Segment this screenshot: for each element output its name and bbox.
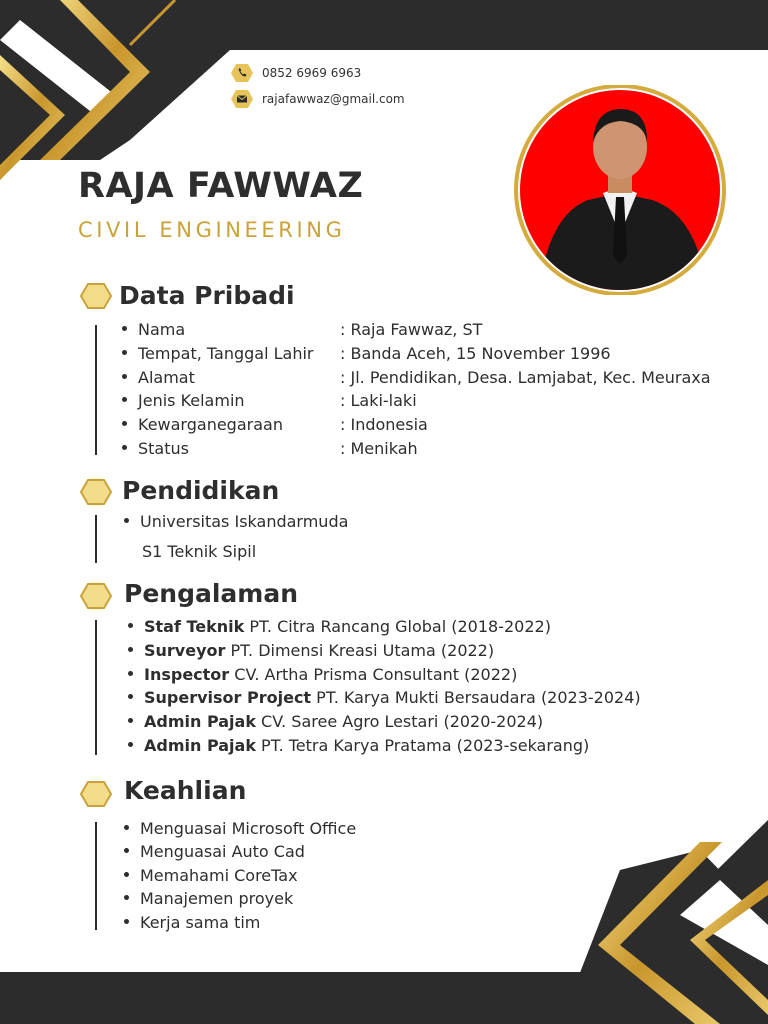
list-item: Status : Menikah xyxy=(122,439,418,458)
section-divider xyxy=(95,325,97,455)
mail-icon xyxy=(230,89,254,109)
list-item: Kewarganegaraan : Indonesia xyxy=(122,415,428,434)
list-item: Supervisor Project PT. Karya Mukti Bersaudara (2023-2024) xyxy=(128,688,641,707)
section-title-keahlian: Keahlian xyxy=(124,776,247,805)
contact-email xyxy=(230,89,405,109)
list-item: Surveyor PT. Dimensi Kreasi Utama (2022) xyxy=(128,641,494,660)
phone-text: 0852 6969 6963 xyxy=(262,66,362,80)
profile-photo xyxy=(508,85,732,295)
list-item: Menguasai Auto Cad xyxy=(124,842,305,861)
list-item: Jenis Kelamin : Laki-laki xyxy=(122,391,417,410)
section-title-pendidikan: Pendidikan xyxy=(122,476,280,505)
list-item: Kerja sama tim xyxy=(124,913,260,932)
contact-phone xyxy=(230,63,361,83)
list-item: Memahami CoreTax xyxy=(124,866,298,885)
list-item: Inspector CV. Artha Prisma Consultant (2022) xyxy=(128,665,517,684)
list-item: Staf Teknik PT. Citra Rancang Global (2018-2022) xyxy=(128,617,551,636)
section-divider xyxy=(95,515,97,563)
list-item: Tempat, Tanggal Lahir : Banda Aceh, 15 November 1996 xyxy=(122,344,611,363)
email-text: rajafawwaz@gmail.com xyxy=(262,92,405,106)
section-divider xyxy=(95,822,97,930)
list-item: Menguasai Microsoft Office xyxy=(124,819,356,838)
list-item: Admin Pajak CV. Saree Agro Lestari (2020-2024) xyxy=(128,712,543,731)
person-role: CIVIL ENGINEERING xyxy=(78,218,346,242)
education-degree: S1 Teknik Sipil xyxy=(142,542,257,561)
hexagon-icon xyxy=(79,780,113,808)
phone-icon xyxy=(230,63,254,83)
person-name: RAJA FAWWAZ xyxy=(78,166,364,206)
list-item: Manajemen proyek xyxy=(124,889,293,908)
section-title-pengalaman: Pengalaman xyxy=(124,579,298,608)
list-item: Admin Pajak PT. Tetra Karya Pratama (2023-sekarang) xyxy=(128,736,589,755)
list-item: Alamat : Jl. Pendidikan, Desa. Lamjabat, Kec. Meuraxa xyxy=(122,368,711,387)
hexagon-icon xyxy=(79,478,113,506)
hexagon-icon xyxy=(79,282,113,310)
section-divider xyxy=(95,620,97,755)
section-title-data-pribadi: Data Pribadi xyxy=(119,281,295,310)
education-school: Universitas Iskandarmuda xyxy=(124,512,348,531)
list-item: Nama : Raja Fawwaz, ST xyxy=(122,320,482,339)
hexagon-icon xyxy=(79,582,113,610)
